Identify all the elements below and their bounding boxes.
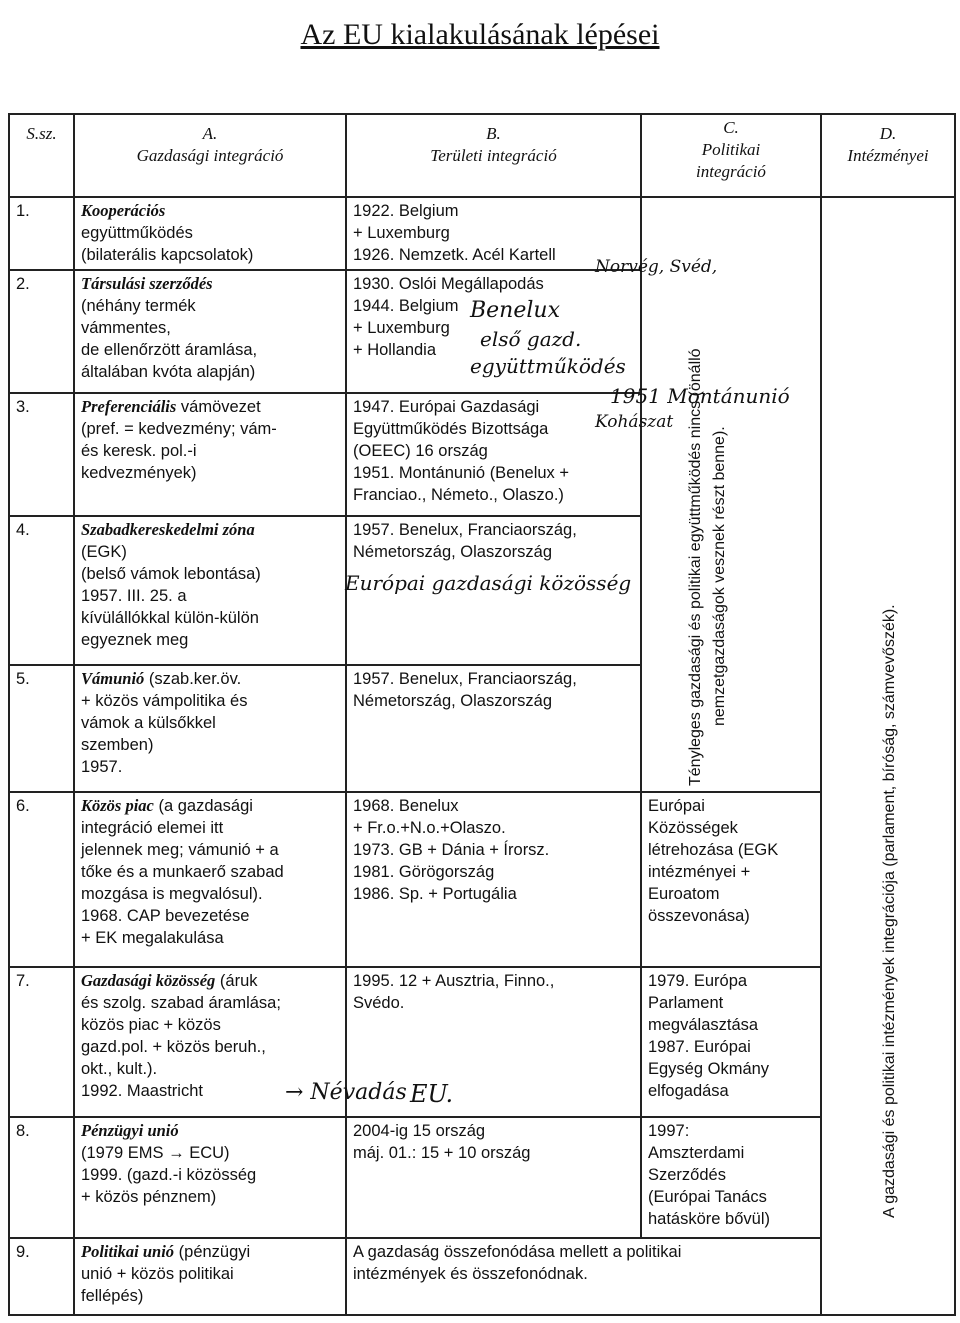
stage-term-italic: Preferenciális — [81, 397, 177, 416]
political-vertical-text-1: Tényleges gazdasági és politikai együttműködés nincs (önálló — [687, 348, 704, 786]
header-political — [641, 114, 821, 197]
handwritten-note: első gazd. — [480, 327, 582, 351]
header-a-letter: A. — [202, 124, 218, 143]
cell-line: (1979 EMS → ECU) — [81, 1143, 230, 1162]
cell-line: hatásköre bővül) — [648, 1209, 770, 1228]
stage-term: Pénzügyi unió — [81, 1120, 179, 1140]
handwritten-note: EU. — [410, 1080, 454, 1108]
cell-line: 1957. Benelux, Franciaország, — [353, 521, 577, 540]
row-number: 3. — [9, 393, 74, 516]
stage-term: Társulási szerződés — [81, 273, 213, 293]
cell-line: + Fr.o.+N.o.+Olaszo. — [353, 819, 506, 838]
header-row — [9, 114, 955, 197]
cell-line: 1973. GB + Dánia + Írorsz. — [353, 841, 550, 860]
stage-term-rest: (pénzügyi — [174, 1243, 251, 1262]
cell-line: és keresk. pol.-i — [81, 442, 197, 460]
cell-line: (néhány termék — [81, 296, 196, 315]
cell-line: + Luxemburg — [353, 223, 450, 242]
row-number: 2. — [9, 270, 74, 393]
row-economic — [74, 665, 346, 792]
cell-line: 1951. Montánunió (Benelux + — [353, 464, 570, 482]
cell-line: kedvezmények) — [81, 464, 197, 482]
handwritten-note: Norvég, Svéd, — [595, 257, 718, 277]
header-d-letter: D. — [879, 124, 897, 143]
cell-line: Euroatom — [648, 885, 720, 904]
row-number: 9. — [9, 1238, 74, 1315]
cell-line: összevonása) — [648, 907, 750, 926]
page-title: Az EU kialakulásának lépései — [300, 18, 660, 51]
cell-line: (pref. = kedvezmény; vám- — [81, 420, 277, 438]
row-economic — [74, 197, 346, 270]
cell-line: Európai — [648, 797, 705, 816]
row-economic — [74, 792, 346, 967]
row-economic — [74, 1238, 346, 1315]
cell-line: + EK megalakulása — [81, 929, 224, 948]
cell-line: 1995. 12 + Ausztria, Finno., — [353, 972, 555, 991]
row-political — [641, 967, 821, 1117]
header-d-title: Intézményei — [847, 146, 929, 165]
stage-term-italic: Politikai unió — [81, 1242, 175, 1262]
cell-line: + Hollandia — [353, 340, 437, 359]
table-row — [9, 1238, 955, 1315]
political-merged-cell — [641, 197, 821, 792]
row-number: 4. — [9, 516, 74, 665]
cell-line: jelennek meg; vámunió + a — [81, 841, 279, 860]
row-number: 6. — [9, 792, 74, 967]
cell-line: (EGK) — [81, 543, 127, 562]
table-row — [9, 1117, 955, 1238]
row-political — [641, 1117, 821, 1238]
cell-line: Együttműködés Bizottsága — [353, 420, 549, 438]
header-number: S.sz. — [9, 114, 74, 197]
cell-line: 1947. Európai Gazdasági — [353, 398, 540, 416]
row-number: 8. — [9, 1117, 74, 1238]
cell-line: gazd.pol. + közös beruh., — [81, 1038, 266, 1057]
row-territorial — [346, 1117, 641, 1238]
stage-term: Kooperációs — [81, 200, 166, 220]
stage-term-rest: vámövezet — [176, 398, 261, 416]
stage-term-rest: (szab.ker.öv. — [144, 669, 242, 688]
cell-line: Amszterdami — [648, 1143, 745, 1162]
header-c-title-1: Politikai — [701, 140, 761, 159]
cell-line: Egység Okmány — [648, 1060, 770, 1079]
cell-line: Németország, Olaszország — [353, 691, 552, 710]
stage-term — [81, 795, 339, 817]
cell-line: + Luxemburg — [353, 318, 450, 337]
stage-term-rest: (a gazdasági — [153, 797, 253, 816]
cell-line: 1987. Európai — [648, 1038, 751, 1057]
cell-line: Parlament — [648, 994, 724, 1013]
cell-line: vámok a külsőkkel — [81, 713, 216, 732]
cell-line: 1957. — [81, 757, 123, 776]
cell-line: fellépés) — [81, 1287, 144, 1306]
handwritten-note: 1951 Montánunió — [610, 384, 790, 408]
institutions-merged-cell — [821, 197, 955, 1315]
cell-line: Németország, Olaszország — [353, 543, 552, 562]
cell-line: mozgása is megvalósul). — [81, 885, 263, 904]
table-row — [9, 967, 955, 1117]
cell-line: Franciao., Németo., Olaszo.) — [353, 486, 564, 504]
row-economic — [74, 516, 346, 665]
stage-term-italic: Gazdasági közösség — [81, 971, 216, 991]
stage-term: Szabadkereskedelmi zóna — [81, 520, 255, 540]
cell-line: Svédo. — [353, 994, 405, 1013]
table-row — [9, 792, 955, 967]
cell-line: szemben) — [81, 735, 154, 754]
cell-line: (Európai Tanács — [648, 1187, 767, 1206]
row-number: 1. — [9, 197, 74, 270]
handwritten-note: Kohászat — [595, 412, 674, 432]
cell-line: közös piac + közös — [81, 1016, 221, 1035]
cell-line: 1922. Belgium — [353, 201, 459, 220]
cell-line: (OEEC) 16 ország — [353, 442, 488, 460]
cell-line: Szerződés — [648, 1165, 726, 1184]
cell-line: unió + közös politikai — [81, 1265, 234, 1284]
political-vertical-text-2: nemzetgazdaságok vesznek részt benne). — [711, 426, 728, 726]
cell-line: 1986. Sp. + Portugália — [353, 885, 517, 904]
handwritten-note: Európai gazdasági közösség — [345, 571, 632, 595]
row-economic — [74, 1117, 346, 1238]
row-territorial — [346, 665, 641, 792]
cell-line: 1957. III. 25. a — [81, 587, 187, 606]
cell-line: tőke és a munkaerő szabad — [81, 863, 284, 882]
stage-term-italic: Közös piac — [81, 796, 154, 816]
cell-line: 1999. (gazd.-i közösség — [81, 1165, 257, 1184]
cell-line: vámmentes, — [81, 318, 171, 337]
header-b-title: Területi integráció — [430, 146, 557, 165]
header-a-title: Gazdasági integráció — [136, 146, 284, 165]
handwritten-note: Benelux — [470, 298, 560, 323]
cell-line: együttműködés — [81, 223, 193, 242]
cell-line: (belső vámok lebontása) — [81, 565, 261, 584]
cell-line: A gazdaság összefonódása mellett a politikai — [353, 1243, 682, 1262]
integration-table — [8, 113, 956, 1316]
cell-line: (bilaterális kapcsolatok) — [81, 245, 254, 264]
cell-line: 1968. Benelux — [353, 797, 459, 816]
cell-line: 1997: — [648, 1121, 690, 1140]
cell-line: megválasztása — [648, 1016, 759, 1035]
cell-line: általában kvóta alapján) — [81, 362, 256, 381]
row-economic — [74, 393, 346, 516]
header-b-letter: B. — [486, 124, 501, 143]
stage-term — [81, 668, 339, 690]
cell-line: 1968. CAP bevezetése — [81, 907, 250, 926]
handwritten-note: együttműködés — [470, 354, 626, 378]
header-c-title-2: integráció — [696, 162, 766, 181]
cell-line: és szolg. szabad áramlása; — [81, 994, 281, 1013]
header-c-letter: C. — [723, 118, 739, 137]
cell-line: 1992. Maastricht — [81, 1082, 203, 1101]
stage-term — [81, 1241, 339, 1263]
stage-term-rest: (áruk — [215, 972, 258, 991]
stage-term-italic: Vámunió — [81, 668, 145, 688]
cell-line: 1944. Belgium — [353, 296, 459, 315]
row-territorial — [346, 792, 641, 967]
header-economic — [74, 114, 346, 197]
header-institutions — [821, 114, 955, 197]
cell-line: okt., kult.). — [81, 1060, 158, 1079]
cell-line: 1930. Oslói Megállapodás — [353, 274, 544, 293]
cell-line: 2004-ig 15 ország — [353, 1121, 486, 1140]
cell-line: Közösségek — [648, 819, 738, 838]
row-territorial-political — [346, 1238, 821, 1315]
row-economic — [74, 270, 346, 393]
row-number: 7. — [9, 967, 74, 1117]
cell-line: + közös vámpolitika és — [81, 691, 248, 710]
cell-line: kívülállókkal külön-külön — [81, 609, 259, 628]
cell-line: egyeznek meg — [81, 631, 189, 650]
handwritten-note: → Névadás — [285, 1080, 407, 1105]
cell-line: integráció elemei itt — [81, 819, 224, 838]
cell-line: intézményei + — [648, 863, 751, 882]
cell-line: + közös pénznem) — [81, 1187, 217, 1206]
cell-line: intézmények és összefonódnak. — [353, 1265, 588, 1284]
cell-line: 1926. Nemzetk. Acél Kartell — [353, 245, 556, 264]
institutions-vertical-text: A gazdasági és politikai intézmények integrációja (parlament, bíróság, számvevőszék). — [881, 604, 898, 1218]
table-row — [9, 197, 955, 270]
cell-line: 1981. Görögország — [353, 863, 495, 882]
row-number: 5. — [9, 665, 74, 792]
header-territorial — [346, 114, 641, 197]
row-political — [641, 792, 821, 967]
cell-line: de ellenőrzött áramlása, — [81, 340, 258, 359]
stage-term — [81, 396, 339, 418]
cell-line: elfogadása — [648, 1082, 729, 1101]
cell-line: máj. 01.: 15 + 10 ország — [353, 1143, 531, 1162]
cell-line: 1957. Benelux, Franciaország, — [353, 669, 577, 688]
stage-term — [81, 970, 339, 992]
cell-line: 1979. Európa — [648, 972, 748, 991]
cell-line: létrehozása (EGK — [648, 841, 779, 860]
